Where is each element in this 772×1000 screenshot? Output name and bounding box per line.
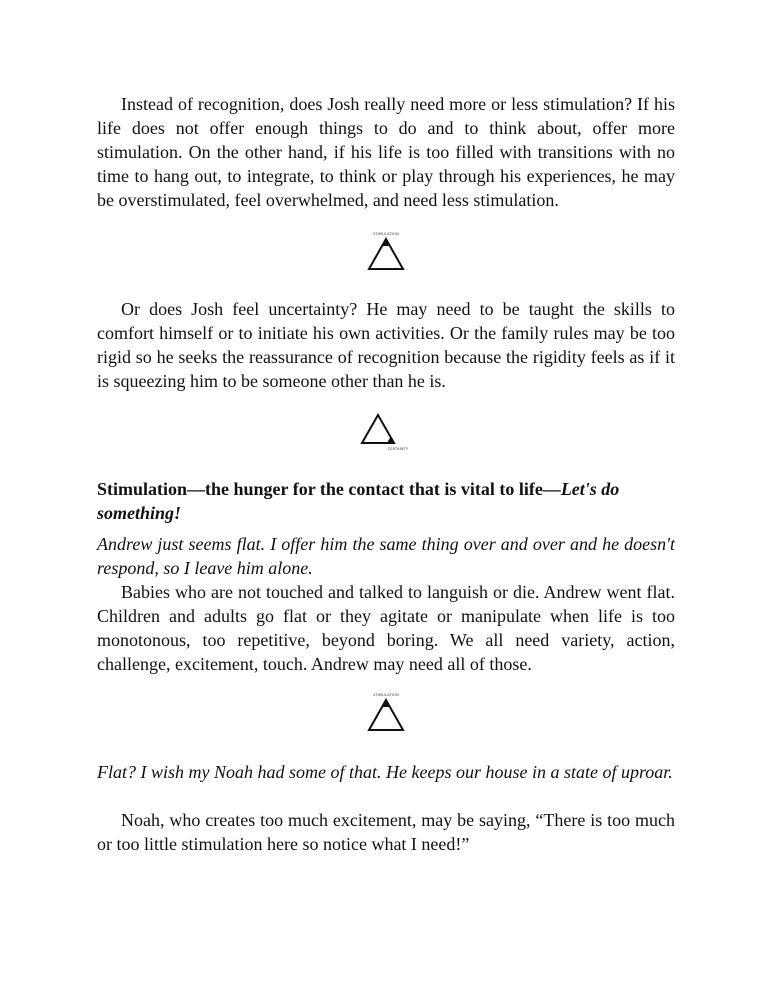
paragraph-josh-stimulation: Instead of recognition, does Josh really need more or less stimulation? If his life does not offer enough things to do and to think about, offer more stimulation. On the other hand, if his life is too filled with transitions with no time to hang out, to integrate, to think or play through his experiences, he may be overstimulated, feel overwhelmed, and need less stimulation. <box>97 94 675 210</box>
triangle-label: STIMULATION <box>373 232 399 236</box>
quote-andrew: Andrew just seems flat. I offer him the same thing over and over and he doesn't respond, so I leave him alone. <box>97 534 675 578</box>
triangle-stimulation-icon <box>366 692 406 734</box>
triangle-stimulation-icon <box>366 231 406 273</box>
triangle-label: CERTAINTY <box>387 447 409 451</box>
quote-noah: Flat? I wish my Noah had some of that. He keeps our house in a state of uproar. <box>97 762 673 782</box>
paragraph-noah: Noah, who creates too much excitement, may be saying, “There is too much or too little stimulation here so notice what I need!” <box>97 810 675 854</box>
triangle-certainty-icon <box>360 412 409 454</box>
heading-emphasis: Let's do something! <box>97 479 620 523</box>
paragraph-josh-uncertainty: Or does Josh feel uncertainty? He may need to be taught the skills to comfort himself or to initiate his own activities. Or the family rules may be too rigid so he seeks the reassurance of recognition because the rigidity feels as if it is squeezing him to be someone other than he is. <box>97 299 675 391</box>
heading-text: Stimulation—the hunger for the contact that is vital to life— <box>97 479 561 499</box>
section-heading-stimulation <box>97 477 675 525</box>
triangle-label: STIMULATION <box>373 693 399 697</box>
paragraph-babies: Babies who are not touched and talked to languish or die. Andrew went flat. Children and adults go flat or they agitate or manipulate when life is too monotonous, too repetitive, beyond boring. We all need variety, action, challenge, excitement, touch. Andrew may need all of those. <box>97 582 675 674</box>
